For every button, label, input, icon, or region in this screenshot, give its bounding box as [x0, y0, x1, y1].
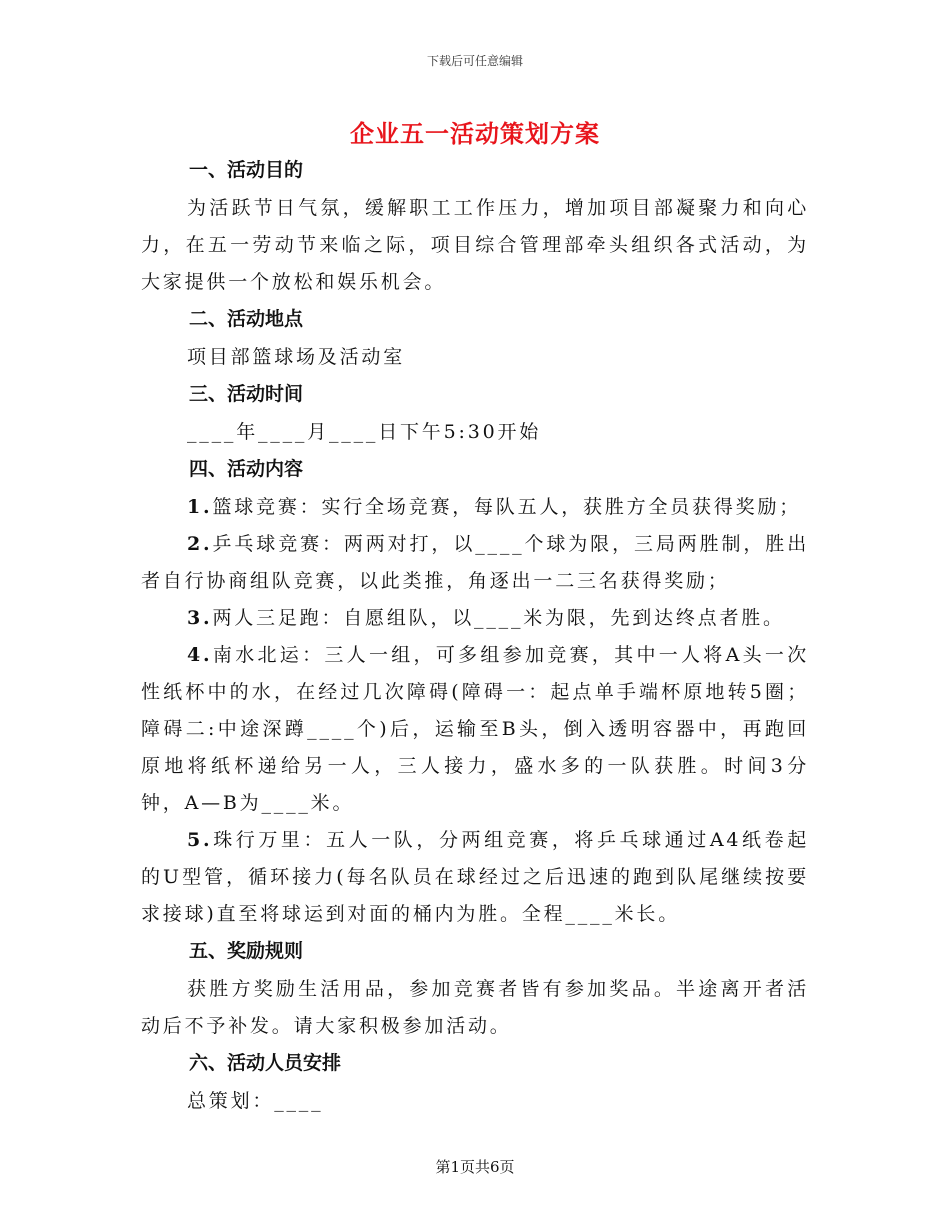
item-text: 珠行万里：五人一队，分两组竞赛，将乒乓球通过A4纸卷起的U型管，循环接力(每名队员在球经过之后迅速的跑到队尾继续按要求接球)直至将球运到对面的桶内为胜。全程____米长。 — [141, 829, 809, 925]
header-note: 下载后可任意编辑 — [426, 54, 523, 68]
item-number: 2. — [187, 533, 213, 555]
document-title: 企业五一活动策划方案 — [350, 119, 600, 148]
page-footer: 第1页共6页 — [435, 1158, 515, 1176]
section-heading-staff: 六、活动人员安排 — [189, 1052, 342, 1074]
section-text-time: ____年____月____日下午5:30开始 — [187, 421, 542, 443]
document-body — [141, 152, 809, 1120]
section-heading-rewards: 五、奖励规则 — [189, 940, 304, 962]
item-number: 1. — [187, 496, 213, 518]
item-number: 4. — [187, 644, 213, 666]
item-text: 乒乓球竞赛：两两对打，以____个球为限，三局两胜制，胜出者自行协商组队竞赛，以此类推，角逐出一二三名获得奖励； — [141, 533, 809, 592]
section-text-purpose: 为活跃节日气氛，缓解职工工作压力，增加项目部凝聚力和向心力，在五一劳动节来临之际，项目综合管理部牵头组织各式活动，为大家提供一个放松和娱乐机会。 — [141, 197, 809, 293]
section-heading-location: 二、活动地点 — [189, 308, 304, 330]
content-item-5 — [141, 822, 809, 933]
section-heading-time: 三、活动时间 — [189, 383, 304, 405]
section-text-rewards: 获胜方奖励生活用品，参加竞赛者皆有参加奖品。半途离开者活动后不予补发。请大家积极参加活动。 — [141, 978, 809, 1037]
section-heading-content: 四、活动内容 — [189, 458, 304, 480]
section-heading-purpose: 一、活动目的 — [189, 159, 304, 181]
content-item-4 — [141, 637, 809, 822]
content-item-2 — [141, 526, 809, 600]
section-text-staff: 总策划：____ — [187, 1090, 324, 1112]
section-text-location: 项目部篮球场及活动室 — [187, 346, 406, 368]
item-number: 5. — [187, 829, 213, 851]
item-text: 南水北运：三人一组，可多组参加竞赛，其中一人将A头一次性纸杯中的水，在经过几次障碍(障碍一：起点单手端杯原地转5圈；障碍二:中途深蹲____个)后，运输至B头，倒入透明容器中，再跑回原地将纸杯递给另一人，三人接力，盛水多的一队获胜。时间3分钟，A—B为____米。 — [141, 644, 809, 814]
item-text: 两人三足跑：自愿组队，以____米为限，先到达终点者胜。 — [212, 607, 785, 629]
item-text: 篮球竞赛：实行全场竞赛，每队五人，获胜方全员获得奖励； — [212, 496, 802, 518]
content-item-1 — [141, 489, 809, 526]
item-number: 3. — [187, 607, 213, 629]
content-item-3 — [141, 600, 809, 637]
